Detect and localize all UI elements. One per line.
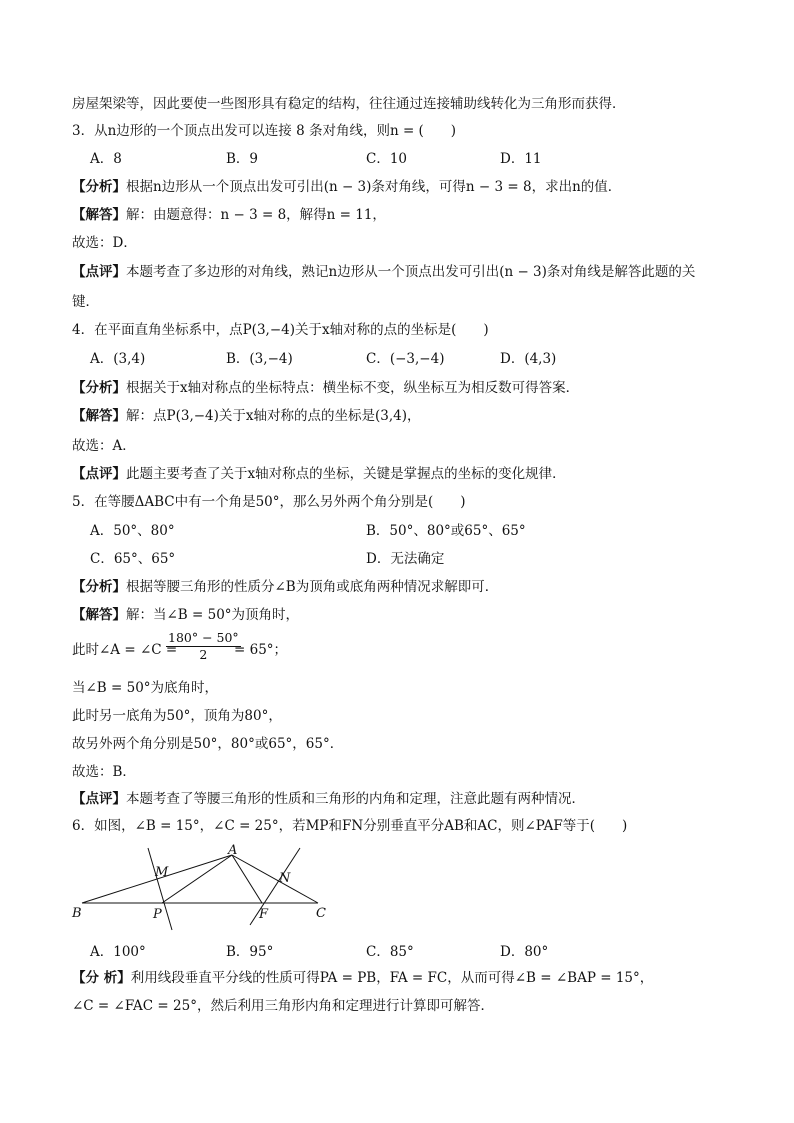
- comment-text: 此题主要考查了关于x轴对称点的坐标，关键是掌握点的坐标的变化规律．: [126, 466, 566, 482]
- q3-option-d: D．11: [500, 151, 542, 167]
- analysis-tag: 【分析】: [72, 179, 126, 195]
- q3-comment-cont: 键．: [72, 294, 99, 310]
- comment-tag: 【点评】: [72, 264, 126, 280]
- q5-option-b: B．50°、80°或65°、65°: [366, 523, 526, 539]
- segment-af: [232, 855, 262, 903]
- comment-text: 本题考查了多边形的对角线，熟记n边形从一个顶点出发可引出(n − 3)条对角线是解答此题的关: [126, 264, 696, 280]
- label-n: N: [279, 871, 291, 886]
- q3-choice: 故选：D．: [72, 235, 137, 251]
- solution-text: 解：由题意得：n − 3 = 8，解得n = 11，: [126, 207, 386, 223]
- q5-step-3: 此时另一底角为50°，顶角为80°，: [72, 708, 282, 724]
- label-f: F: [259, 907, 269, 922]
- label-m: M: [155, 865, 169, 880]
- label-p: P: [153, 907, 162, 922]
- question-6: 6．如图，∠B = 15°，∠C = 25°，若MP和FN分别垂直平分AB和AC，则∠PAF等于( ): [72, 818, 628, 834]
- comment-tag: 【点评】: [72, 791, 126, 807]
- fraction-denominator: 2: [199, 647, 208, 662]
- q4-option-c: C．(−3,−4): [366, 351, 445, 367]
- q4-option-a: A．(3,4): [90, 351, 146, 367]
- q5-calc-result: = 65°；: [234, 642, 288, 658]
- q6-option-a: A．100°: [90, 944, 146, 960]
- line-fn: [250, 848, 300, 925]
- fraction-numerator: 180° − 50°: [168, 630, 239, 645]
- q5-step-4: 故另外两个角分别是50°，80°或65°，65°．: [72, 736, 344, 752]
- segment-ap: [162, 855, 232, 903]
- solution-tag: 【解答】: [72, 408, 126, 424]
- q4-choice: 故选：A．: [72, 438, 136, 454]
- q6-option-c: C．85°: [366, 944, 414, 960]
- comment-tag: 【点评】: [72, 466, 126, 482]
- analysis-text: 根据等腰三角形的性质分∠B为顶角或底角两种情况求解即可．: [126, 579, 499, 595]
- q5-calc-prefix: 此时∠A = ∠C =: [72, 642, 178, 658]
- q6-analysis: [72, 968, 653, 988]
- solution-text: 解：当∠B = 50°为顶角时，: [126, 607, 300, 623]
- analysis-text: 根据关于x轴对称点的坐标特点：横坐标不变，纵坐标互为相反数可得答案．: [126, 380, 580, 396]
- q6-option-b: B．95°: [226, 944, 274, 960]
- q5-option-d: D．无法确定: [366, 551, 445, 567]
- q5-option-c: C．65°、65°: [90, 551, 176, 567]
- label-c: C: [316, 906, 326, 921]
- analysis-text: 根据n边形从一个顶点出发可引出(n − 3)条对角线，可得n − 3 = 8，求出n的值．: [126, 179, 622, 195]
- analysis-tag: 【分析】: [72, 380, 126, 396]
- q5-step-2: 当∠B = 50°为底角时，: [72, 680, 219, 696]
- segment-ac: [232, 855, 318, 903]
- text-line: 房屋架梁等，因此要使一些图形具有稳定的结构，往往通过连接辅助线转化为三角形而获得．: [72, 96, 626, 112]
- label-b: B: [72, 906, 82, 921]
- q4-option-b: B．(3,−4): [226, 351, 293, 367]
- question-4: 4．在平面直角坐标系中，点P(3,−4)关于x轴对称的点的坐标是( ): [72, 322, 489, 338]
- solution-text: 解：点P(3,−4)关于x轴对称的点的坐标是(3,4)，: [126, 408, 421, 424]
- q5-option-a: A．50°、80°: [90, 523, 175, 539]
- q3-option-a: A．8: [90, 151, 122, 167]
- q6-analysis-cont: ∠C = ∠FAC = 25°，然后利用三角形内角和定理进行计算即可解答．: [72, 998, 494, 1014]
- comment-text: 本题考查了等腰三角形的性质和三角形的内角和定理，注意此题有两种情况．: [126, 791, 585, 807]
- solution-tag: 【解答】: [72, 207, 126, 223]
- q4-option-d: D．(4,3): [500, 351, 557, 367]
- q3-option-c: C．10: [366, 151, 408, 167]
- analysis-tag: 【分析】: [72, 579, 126, 595]
- q6-option-d: D．80°: [500, 944, 549, 960]
- label-a: A: [228, 843, 238, 858]
- q5-choice: 故选：B．: [72, 764, 136, 780]
- analysis-tag: 【分 析】: [72, 970, 131, 986]
- analysis-text: 利用线段垂直平分线的性质可得PA = PB，FA = FC，从而可得∠B = ∠BAP = 15°，: [130, 970, 654, 986]
- q3-option-b: B．9: [226, 151, 259, 167]
- question-5: 5．在等腰ΔABC中有一个角是50°，那么另外两个角分别是( ): [72, 494, 466, 510]
- question-3: 3．从n边形的一个顶点出发可以连接 8 条对角线，则n = ( ): [72, 123, 457, 139]
- solution-tag: 【解答】: [72, 607, 126, 623]
